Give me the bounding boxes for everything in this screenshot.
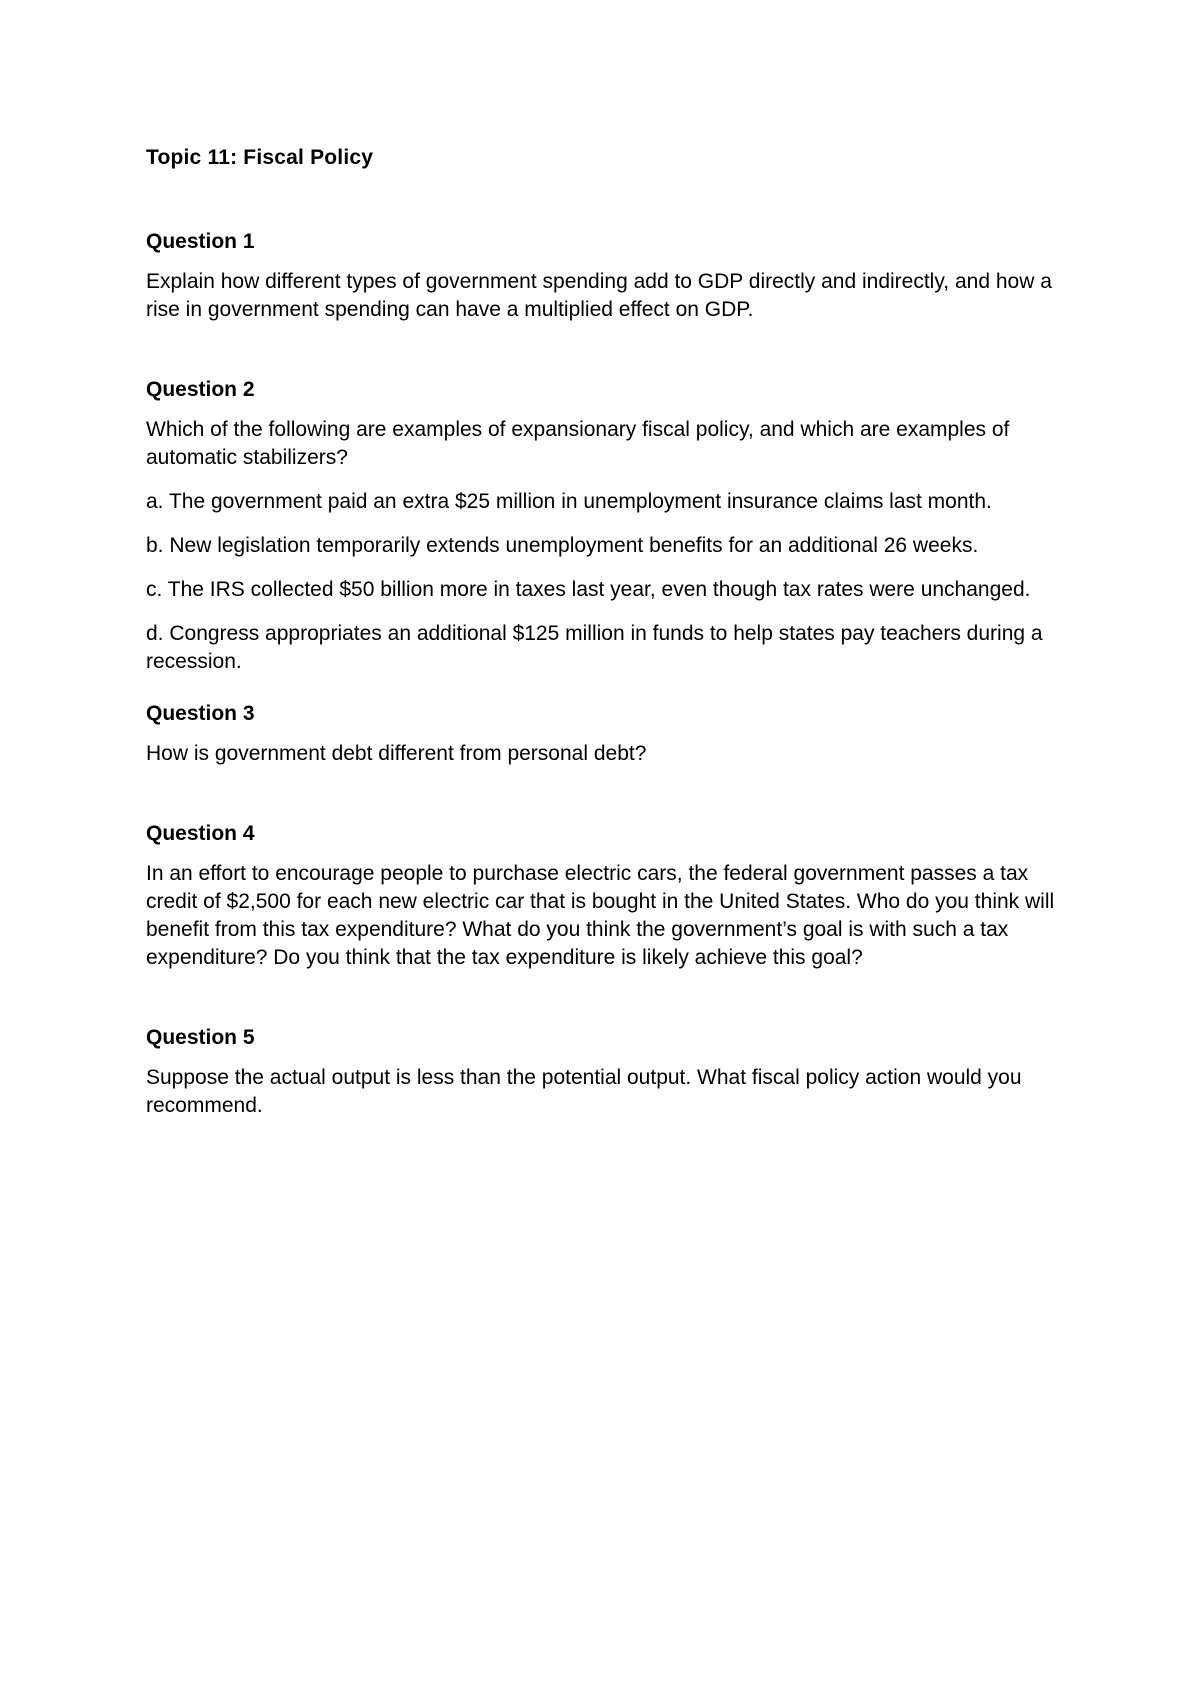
question-2-option-d: d. Congress appropriates an additional $125 million in funds to help states pay teachers during a recession. [146, 622, 1043, 673]
question-5 [146, 1024, 1066, 1120]
question-4 [146, 820, 1066, 972]
question-2-option-c: c. The IRS collected $50 billion more in taxes last year, even though tax rates were unchanged. [146, 578, 1031, 601]
question-1-heading: Question 1 [146, 230, 255, 253]
question-5-text: Suppose the actual output is less than the potential output. What fiscal policy action would you recommend. [146, 1066, 1022, 1117]
question-1 [146, 228, 1066, 324]
question-1-text: Explain how different types of government spending add to GDP directly and indirectly, and how a rise in government spending can have a multiplied effect on GDP. [146, 270, 1052, 321]
question-2-text: Which of the following are examples of expansionary fiscal policy, and which are examples of automatic stabilizers? [146, 418, 1010, 469]
document-content [146, 144, 1066, 1120]
question-4-text: In an effort to encourage people to purchase electric cars, the federal government passes a tax credit of $2,500 for each new electric car that is bought in the United States. Who do you think will benefit from this tax expenditure? What do you think the government’s goal is with such a tax expenditure? Do you think that the tax expenditure is likely achieve this goal? [146, 862, 1055, 969]
question-3-text: How is government debt different from personal debt? [146, 742, 647, 765]
question-2-heading: Question 2 [146, 378, 255, 401]
question-4-heading: Question 4 [146, 822, 255, 845]
question-2 [146, 376, 1066, 676]
question-2-option-a: a. The government paid an extra $25 million in unemployment insurance claims last month. [146, 490, 992, 513]
page-title: Topic 11: Fiscal Policy [146, 146, 374, 169]
question-3-heading: Question 3 [146, 702, 255, 725]
question-3 [146, 700, 1066, 768]
question-5-heading: Question 5 [146, 1026, 255, 1049]
question-2-option-b: b. New legislation temporarily extends unemployment benefits for an additional 26 weeks. [146, 534, 979, 557]
